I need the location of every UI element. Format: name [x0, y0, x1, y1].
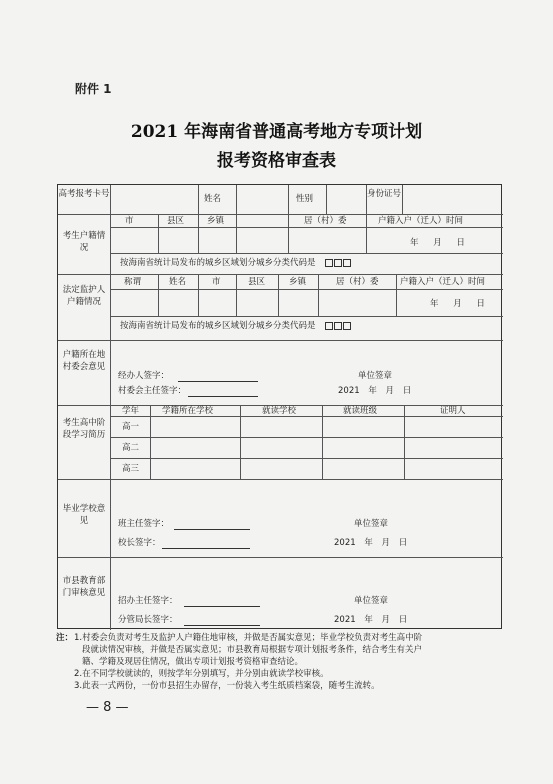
- village-label: 户籍所在地村委会意见: [62, 350, 106, 372]
- village-director-label: 村委会主任签字：: [118, 386, 187, 396]
- study-col-attended-school: 就读学校: [262, 406, 297, 416]
- study-col-witness: 证明人: [440, 406, 466, 416]
- village-date: 2021 年 月 日: [338, 386, 412, 396]
- household-label: 考生户籍情况: [62, 231, 106, 253]
- gender-label: 性别: [296, 194, 314, 204]
- exam-no-label: 高考报考卡号: [58, 189, 110, 199]
- bureau-director-label: 分管局长签字：: [118, 615, 178, 625]
- household-col-county: 县区: [167, 216, 185, 226]
- bureau-label: 市县教育部门审核意见: [62, 576, 106, 598]
- guardian-label: 法定监护人户籍情况: [62, 285, 106, 307]
- id-no-label: 身份证号: [366, 189, 401, 199]
- study-label: 考生高中阶段学习简历: [62, 418, 106, 440]
- bureau-seal: 单位签章: [354, 596, 389, 606]
- study-row-grade11: 高二: [122, 443, 140, 453]
- household-col-village: 居（村）委: [304, 216, 347, 226]
- review-form-table: [57, 184, 502, 629]
- guardian-col-date: 户籍入户（迁人）时间: [400, 277, 486, 287]
- guardian-code-note: 按海南省统计局发布的城乡区域划分城乡分类代码是: [120, 321, 351, 332]
- guardian-col-title: 称谓: [124, 277, 142, 287]
- household-col-town: 乡镇: [207, 216, 225, 226]
- graduation-label: 毕业学校意见: [62, 504, 106, 526]
- guardian-col-name: 姓名: [169, 277, 187, 287]
- village-handler-label: 经办人签字：: [118, 371, 170, 381]
- graduation-seal: 单位签章: [354, 519, 389, 529]
- study-row-grade10: 高一: [122, 422, 140, 432]
- household-code-note: 按海南省统计局发布的城乡区域划分城乡分类代码是: [120, 258, 351, 269]
- name-label: 姓名: [204, 194, 222, 204]
- study-row-grade12: 高三: [122, 464, 140, 474]
- form-title: 2021 年海南省普通高考地方专项计划: [130, 122, 423, 142]
- village-seal: 单位签章: [358, 371, 393, 381]
- household-col-date: 户籍入户（迁人）时间: [378, 216, 464, 226]
- attachment-label: 附件 1: [75, 82, 112, 96]
- household-col-city: 市: [125, 216, 134, 226]
- study-col-class: 就读班级: [343, 406, 378, 416]
- guardian-col-city: 市: [212, 277, 221, 287]
- study-col-registered-school: 学籍所在学校: [162, 406, 214, 416]
- graduation-principal-label: 校长签字：: [118, 538, 161, 548]
- household-date: 年 月 日: [410, 238, 465, 248]
- form-subtitle: 报考资格审查表: [217, 151, 336, 171]
- graduation-date: 2021 年 月 日: [334, 538, 408, 548]
- guardian-col-village: 居（村）委: [336, 277, 379, 287]
- bureau-date: 2021 年 月 日: [334, 615, 408, 625]
- page-number: — 8 —: [86, 700, 129, 715]
- study-col-year: 学年: [122, 406, 140, 416]
- guardian-col-town: 乡镇: [289, 277, 307, 287]
- graduation-teacher-label: 班主任签字：: [118, 519, 170, 529]
- guardian-date: 年 月 日: [430, 299, 485, 309]
- bureau-handler-label: 招办主任签字：: [118, 596, 178, 606]
- form-notes: 注：1.村委会负责对考生及监护人户籍住地审核，并做是否属实意见；毕业学校负责对考生高中阶 段就读情况审核，并做是否属实意见；市县教育局根据专项计划报考条件，结合考生有关户 籍、学籍及现居住情况，做出专项计划报考资格审查结论。 2.在不同学校就读的，则按学年分别填写，并分别由就读学校审核。 3.此表一式两份，一份市县招生办留存，一份装入考生纸质档案袋，随考生流转。: [56, 633, 423, 691]
- guardian-col-county: 县区: [248, 277, 266, 287]
